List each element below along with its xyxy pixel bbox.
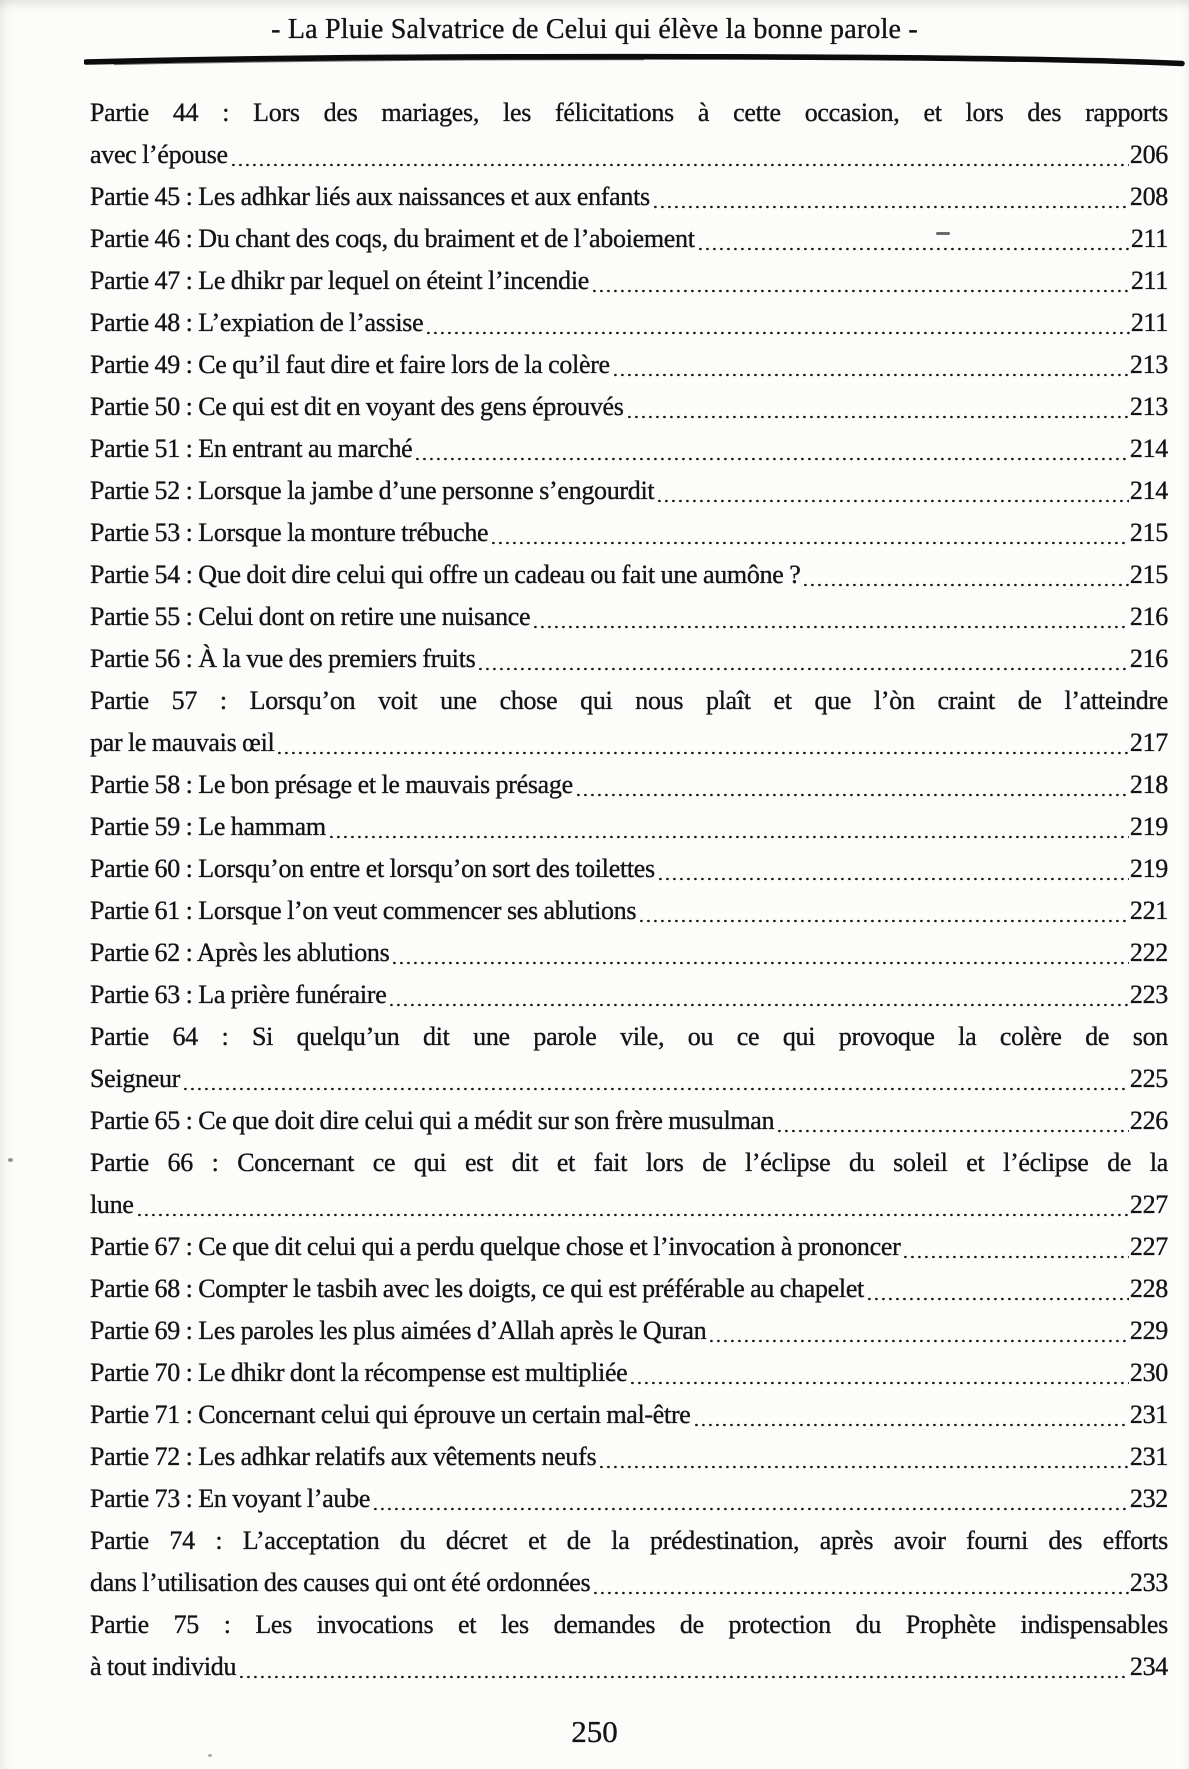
toc-entry bbox=[90, 1394, 1168, 1436]
toc-entry-page-number: 206 bbox=[1129, 140, 1168, 169]
toc-entry-title: Partie 46 : Du chant des coqs, du braiment et de l’aboiement bbox=[90, 224, 695, 253]
toc-entry bbox=[90, 1142, 1168, 1226]
toc-entry bbox=[90, 596, 1168, 638]
toc-entry-title: dans l’utilisation des causes qui ont été ordonnées bbox=[90, 1568, 591, 1597]
toc-entry-line: Partie 44 : Lors des mariages, les félicitations à cette occasion, et lors des rapports bbox=[90, 98, 1168, 127]
toc-entry-title: Partie 60 : Lorsqu’on entre et lorsqu’on sort des toilettes bbox=[90, 854, 655, 883]
toc-entry bbox=[90, 1520, 1168, 1604]
toc-entry-lastline bbox=[90, 638, 1168, 680]
dot-leader bbox=[626, 413, 1129, 421]
toc-entry-lastline bbox=[90, 848, 1168, 890]
dot-leader bbox=[598, 1463, 1129, 1471]
toc-entry-page-number: 232 bbox=[1129, 1484, 1168, 1513]
toc-entry-title: lune bbox=[90, 1190, 134, 1219]
toc-entry-page-number: 227 bbox=[1129, 1190, 1168, 1219]
toc-entry-lastline bbox=[90, 806, 1168, 848]
toc-entry-page-number: 223 bbox=[1129, 980, 1168, 1009]
toc-entry-lastline bbox=[90, 974, 1168, 1016]
toc-entry bbox=[90, 554, 1168, 596]
dot-leader bbox=[372, 1505, 1129, 1513]
dot-leader bbox=[490, 539, 1129, 547]
toc-entry-lastline bbox=[90, 1100, 1168, 1142]
toc-entry bbox=[90, 890, 1168, 932]
toc-entry bbox=[90, 1100, 1168, 1142]
toc-entry-title: Partie 45 : Les adhkar liés aux naissances et aux enfants bbox=[90, 182, 650, 211]
toc-entry-page-number: 214 bbox=[1129, 434, 1168, 463]
dot-leader bbox=[425, 329, 1130, 337]
running-title: - La Pluie Salvatrice de Celui qui élève la bonne parole - bbox=[271, 14, 918, 45]
toc-entry bbox=[90, 428, 1168, 470]
toc-entry-page-number: 214 bbox=[1129, 476, 1168, 505]
scan-speck bbox=[208, 1754, 212, 1757]
toc-entry-title: Partie 73 : En voyant l’aube bbox=[90, 1484, 371, 1513]
dot-leader bbox=[575, 791, 1129, 799]
toc-entry-title: Partie 54 : Que doit dire celui qui offre un cadeau ou fait une aumône ? bbox=[90, 560, 801, 589]
dot-leader bbox=[328, 833, 1129, 841]
dot-leader bbox=[802, 581, 1128, 589]
toc-entry-title: Partie 51 : En entrant au marché bbox=[90, 434, 413, 463]
toc-entry-page-number: 227 bbox=[1129, 1232, 1168, 1261]
toc-entry bbox=[90, 470, 1168, 512]
toc-entry-lastline bbox=[90, 932, 1168, 974]
toc-entry-title: Partie 56 : À la vue des premiers fruits bbox=[90, 644, 476, 673]
toc-entry bbox=[90, 806, 1168, 848]
toc-entry bbox=[90, 1436, 1168, 1478]
toc-entry bbox=[90, 344, 1168, 386]
dot-leader bbox=[592, 1589, 1129, 1597]
toc-entry-page-number: 211 bbox=[1130, 266, 1168, 295]
toc-entry-page-number: 228 bbox=[1129, 1274, 1168, 1303]
toc-entry-lastline bbox=[90, 1436, 1168, 1478]
toc-entry bbox=[90, 1352, 1168, 1394]
toc-entry-title: Partie 52 : Lorsque la jambe d’une personne s’engourdit bbox=[90, 476, 655, 505]
toc-entry-title: Partie 63 : La prière funéraire bbox=[90, 980, 387, 1009]
toc-entry-title: Partie 62 : Après les ablutions bbox=[90, 938, 390, 967]
toc-entry-title: Partie 48 : L’expiation de l’assise bbox=[90, 308, 424, 337]
toc-entry-page-number: 231 bbox=[1129, 1442, 1168, 1471]
toc-entry-title: à tout individu bbox=[90, 1652, 237, 1681]
toc-entry-lastline bbox=[90, 1226, 1168, 1268]
dot-leader bbox=[866, 1295, 1129, 1303]
toc-entry-title: Partie 61 : Lorsque l’on veut commencer ses ablutions bbox=[90, 896, 637, 925]
toc-entry-lastline bbox=[90, 1268, 1168, 1310]
dot-leader bbox=[612, 371, 1129, 379]
toc-entry-lastline bbox=[90, 722, 1168, 764]
toc-entry-lastline bbox=[90, 428, 1168, 470]
toc-entry bbox=[90, 512, 1168, 554]
toc-entry-lastline bbox=[90, 1184, 1168, 1226]
dot-leader bbox=[414, 455, 1129, 463]
toc-entry bbox=[90, 386, 1168, 428]
toc-entry-title: Partie 65 : Ce que doit dire celui qui a médit sur son frère musulman bbox=[90, 1106, 775, 1135]
toc-entry-title: Partie 69 : Les paroles les plus aimées d’Allah après le Quran bbox=[90, 1316, 707, 1345]
toc-entry-line: Partie 66 : Concernant ce qui est dit et fait lors de l’éclipse du soleil et l’éclipse de la bbox=[90, 1148, 1168, 1177]
toc-entry-page-number: 222 bbox=[1129, 938, 1168, 967]
toc-entry-line: Partie 74 : L’acceptation du décret et de la prédestination, après avoir fourni des efforts bbox=[90, 1526, 1168, 1555]
toc-entry bbox=[90, 1226, 1168, 1268]
toc-entry-line: Partie 75 : Les invocations et les demandes de protection du Prophète indispensables bbox=[90, 1610, 1168, 1639]
toc-entry-page-number: 230 bbox=[1129, 1358, 1168, 1387]
toc-entry-lastline bbox=[90, 1352, 1168, 1394]
toc-entry-page-number: 229 bbox=[1129, 1316, 1168, 1345]
toc-entry-page-number: 215 bbox=[1129, 560, 1168, 589]
dot-leader bbox=[776, 1127, 1129, 1135]
toc-entry bbox=[90, 1016, 1168, 1100]
toc-entry bbox=[90, 176, 1168, 218]
folio-page-number: 250 bbox=[571, 1714, 618, 1749]
dot-leader bbox=[591, 287, 1130, 295]
toc-entry-lastline bbox=[90, 764, 1168, 806]
table-of-contents bbox=[90, 92, 1168, 1688]
dot-leader bbox=[693, 1421, 1129, 1429]
scan-speck bbox=[8, 1158, 13, 1162]
toc-entry bbox=[90, 302, 1168, 344]
toc-entry-lastline bbox=[90, 512, 1168, 554]
toc-entry bbox=[90, 218, 1168, 260]
toc-entry-title: Partie 67 : Ce que dit celui qui a perdu quelque chose et l’invocation à prononcer bbox=[90, 1232, 901, 1261]
toc-entry-title: Partie 68 : Compter le tasbih avec les doigts, ce qui est préférable au chapelet bbox=[90, 1274, 864, 1303]
toc-entry-lastline bbox=[90, 1310, 1168, 1352]
toc-entry-lastline bbox=[90, 134, 1168, 176]
page-header bbox=[0, 0, 1189, 67]
toc-entry-page-number: 219 bbox=[1129, 812, 1168, 841]
toc-entry-page-number: 231 bbox=[1129, 1400, 1168, 1429]
toc-entry bbox=[90, 1310, 1168, 1352]
toc-entry bbox=[90, 848, 1168, 890]
dot-leader bbox=[532, 623, 1129, 631]
toc-entry-title: Partie 53 : Lorsque la monture trébuche bbox=[90, 518, 489, 547]
toc-entry-page-number: 215 bbox=[1129, 518, 1168, 547]
dot-leader bbox=[477, 665, 1128, 673]
dot-leader bbox=[388, 1001, 1128, 1009]
toc-entry-lastline bbox=[90, 176, 1168, 218]
toc-entry-title: par le mauvais œil bbox=[90, 728, 275, 757]
header-rule-divider bbox=[84, 53, 1185, 67]
toc-entry bbox=[90, 260, 1168, 302]
toc-entry bbox=[90, 638, 1168, 680]
toc-entry-page-number: 213 bbox=[1129, 392, 1168, 421]
toc-entry-lastline bbox=[90, 596, 1168, 638]
toc-entry-lastline bbox=[90, 1562, 1168, 1604]
toc-entry-title: avec l’épouse bbox=[90, 140, 228, 169]
dot-leader bbox=[652, 203, 1129, 211]
dot-leader bbox=[276, 749, 1128, 757]
toc-entry-title: Partie 50 : Ce qui est dit en voyant des gens éprouvés bbox=[90, 392, 624, 421]
toc-entry-page-number: 225 bbox=[1129, 1064, 1168, 1093]
toc-entry-page-number: 216 bbox=[1129, 644, 1168, 673]
toc-entry-title: Partie 70 : Le dhikr dont la récompense est multipliée bbox=[90, 1358, 628, 1387]
dot-leader bbox=[629, 1379, 1128, 1387]
toc-entry-page-number: 219 bbox=[1129, 854, 1168, 883]
toc-entry-title: Partie 59 : Le hammam bbox=[90, 812, 326, 841]
dot-leader bbox=[238, 1673, 1129, 1681]
toc-entry-page-number: 208 bbox=[1129, 182, 1168, 211]
toc-entry-title: Partie 58 : Le bon présage et le mauvais présage bbox=[90, 770, 573, 799]
toc-entry-title: Partie 49 : Ce qu’il faut dire et faire lors de la colère bbox=[90, 350, 610, 379]
toc-entry-lastline bbox=[90, 1646, 1168, 1688]
toc-entry-page-number: 217 bbox=[1129, 728, 1168, 757]
toc-entry bbox=[90, 1604, 1168, 1688]
toc-entry-lastline bbox=[90, 218, 1168, 260]
toc-entry-page-number: 221 bbox=[1129, 896, 1168, 925]
toc-entry-title: Seigneur bbox=[90, 1064, 181, 1093]
toc-entry-lastline bbox=[90, 1478, 1168, 1520]
toc-entry-lastline bbox=[90, 344, 1168, 386]
toc-entry bbox=[90, 932, 1168, 974]
toc-entry bbox=[90, 680, 1168, 764]
toc-entry-line: Partie 64 : Si quelqu’un dit une parole vile, ou ce qui provoque la colère de son bbox=[90, 1022, 1168, 1051]
toc-entry-title: Partie 55 : Celui dont on retire une nuisance bbox=[90, 602, 531, 631]
toc-entry-page-number: 218 bbox=[1129, 770, 1168, 799]
dot-leader bbox=[708, 1337, 1129, 1345]
dot-leader bbox=[697, 245, 1130, 253]
dot-leader bbox=[656, 497, 1129, 505]
dot-leader bbox=[391, 959, 1128, 967]
dot-leader bbox=[136, 1211, 1129, 1219]
toc-entry-page-number: 211 bbox=[1130, 308, 1168, 337]
dot-leader bbox=[638, 917, 1129, 925]
toc-entry-lastline bbox=[90, 260, 1168, 302]
toc-entry-page-number: 216 bbox=[1129, 602, 1168, 631]
toc-entry bbox=[90, 974, 1168, 1016]
toc-entry-lastline bbox=[90, 302, 1168, 344]
toc-entry bbox=[90, 764, 1168, 806]
dot-leader bbox=[230, 161, 1129, 169]
toc-entry-page-number: 213 bbox=[1129, 350, 1168, 379]
toc-entry-lastline bbox=[90, 386, 1168, 428]
toc-entry bbox=[90, 1478, 1168, 1520]
toc-entry-lastline bbox=[90, 470, 1168, 512]
toc-entry bbox=[90, 1268, 1168, 1310]
dot-leader bbox=[657, 875, 1129, 883]
toc-entry-lastline bbox=[90, 554, 1168, 596]
toc-entry-page-number: 226 bbox=[1129, 1106, 1168, 1135]
toc-entry-title: Partie 71 : Concernant celui qui éprouve un certain mal-être bbox=[90, 1400, 691, 1429]
dot-leader bbox=[182, 1085, 1129, 1093]
toc-entry-lastline bbox=[90, 1058, 1168, 1100]
toc-entry-title: Partie 72 : Les adhkar relatifs aux vêtements neufs bbox=[90, 1442, 597, 1471]
toc-entry-page-number: 234 bbox=[1129, 1652, 1168, 1681]
toc-entry bbox=[90, 92, 1168, 176]
toc-entry-page-number: 211 bbox=[1130, 224, 1168, 253]
toc-entry-page-number: 233 bbox=[1129, 1568, 1168, 1597]
toc-entry-title: Partie 47 : Le dhikr par lequel on éteint l’incendie bbox=[90, 266, 589, 295]
toc-entry-line: Partie 57 : Lorsqu’on voit une chose qui nous plaît et que l’òn craint de l’atteindre bbox=[90, 686, 1168, 715]
dot-leader bbox=[902, 1253, 1128, 1261]
scan-speck bbox=[936, 232, 950, 235]
toc-entry-lastline bbox=[90, 890, 1168, 932]
toc-entry-lastline bbox=[90, 1394, 1168, 1436]
